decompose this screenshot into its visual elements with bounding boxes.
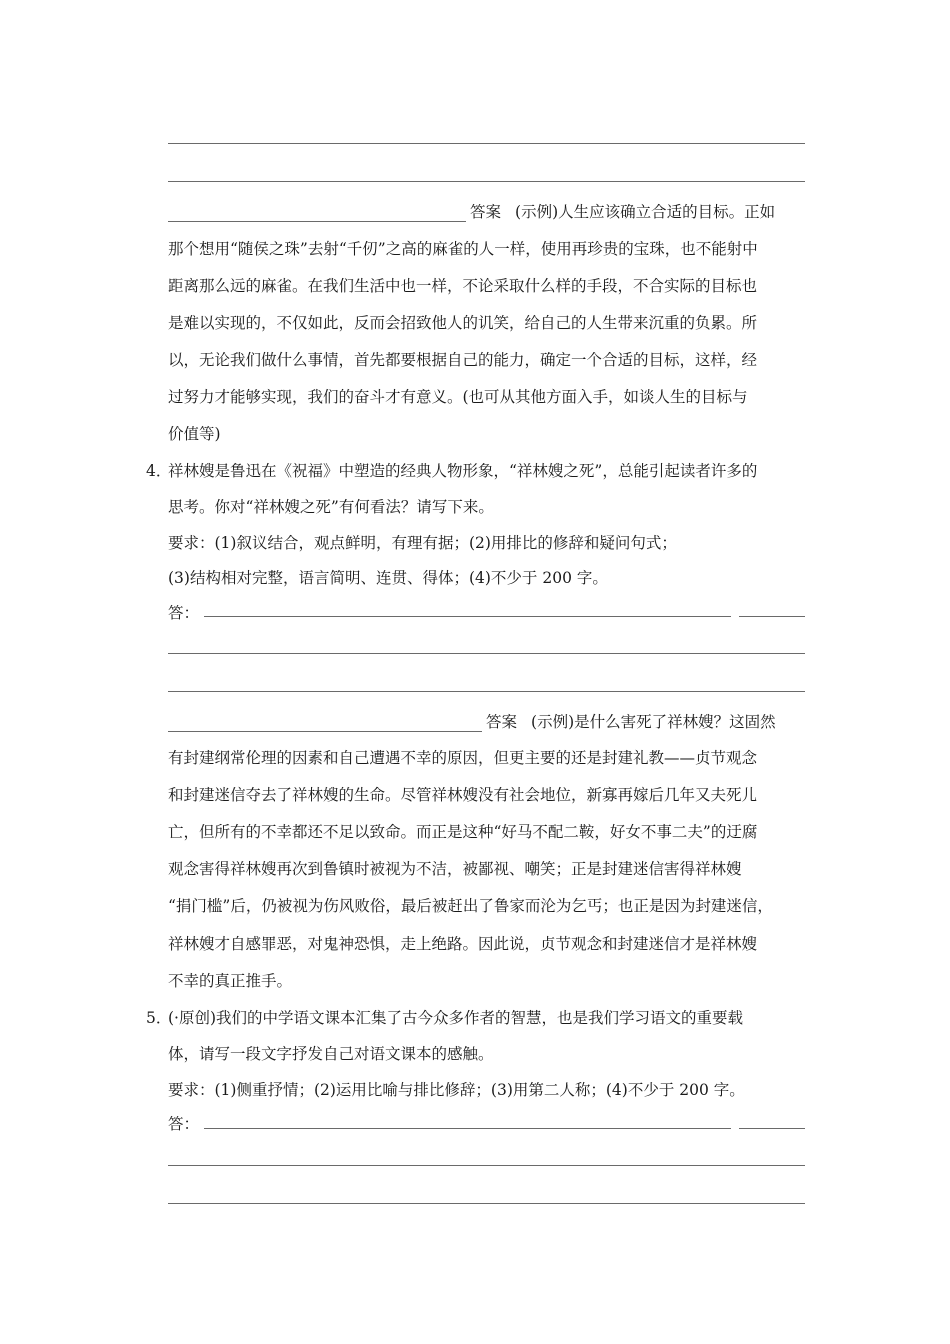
answer-blank-line[interactable] bbox=[204, 616, 731, 617]
answer-text: 以，无论我们做什么事情，首先都要根据自己的能力，确定一个合适的目标，这样，经 bbox=[168, 351, 758, 369]
answer-text: 距离那么远的麻雀。在我们生活中也一样，不论采取什么样的手段，不合实际的目标也 bbox=[168, 277, 758, 295]
question-requirements: (3)结构相对完整，语言简明、连贯、得体；(4)不少于 200 字。 bbox=[168, 569, 608, 587]
answer-text: 是难以实现的，不仅如此，反而会招致他人的讥笑，给自己的人生带来沉重的负累。所 bbox=[168, 314, 758, 332]
question-requirements: 要求：(1)叙议结合，观点鲜明，有理有据；(2)用排比的修辞和疑问句式； bbox=[168, 534, 677, 552]
answer-text: 和封建迷信夺去了祥林嫂的生命。尽管祥林嫂没有社会地位，新寡再嫁后几年又夫死儿 bbox=[168, 786, 758, 804]
answer-prefix: 答： bbox=[168, 1115, 200, 1133]
answer-blank-line[interactable] bbox=[168, 207, 466, 222]
question-prompt: 祥林嫂是鲁迅在《祝福》中塑造的经典人物形象，“祥林嫂之死”，总能引起读者许多的 bbox=[168, 462, 758, 480]
answer-blank-line[interactable] bbox=[168, 717, 482, 732]
answer-label: 答案 bbox=[486, 713, 518, 731]
answer-text: 有封建纲常伦理的因素和自己遭遇不幸的原因，但更主要的还是封建礼教——贞节观念 bbox=[168, 749, 758, 767]
answer-text: 祥林嫂才自感罪恶，对鬼神恐惧，走上绝路。因此说，贞节观念和封建迷信才是祥林嫂 bbox=[168, 935, 758, 953]
question-requirements: 要求：(1)侧重抒情；(2)运用比喻与排比修辞；(3)用第二人称；(4)不少于 200 字。 bbox=[168, 1081, 745, 1099]
answer-text: 那个想用“随侯之珠”去射“千仞”之高的麻雀的人一样，使用再珍贵的宝珠，也不能射中 bbox=[168, 240, 758, 258]
answer-blank-line[interactable] bbox=[739, 1128, 805, 1129]
answer-text: 过努力才能够实现，我们的奋斗才有意义。(也可从其他方面入手，如谈人生的目标与 bbox=[168, 388, 748, 406]
question-number: 4． bbox=[146, 462, 172, 480]
question-prompt: 思考。你对“祥林嫂之死”有何看法？请写下来。 bbox=[168, 498, 494, 516]
answer-blank-line[interactable] bbox=[168, 1203, 805, 1204]
answer-blank-line[interactable] bbox=[204, 1128, 731, 1129]
question-prompt: (·原创)我们的中学语文课本汇集了古今众多作者的智慧，也是我们学习语文的重要载 bbox=[168, 1009, 744, 1027]
answer-blank-line[interactable] bbox=[168, 691, 805, 692]
answer-text: 观念害得祥林嫂再次到鲁镇时被视为不洁，被鄙视、嘲笑；正是封建迷信害得祥林嫂 bbox=[168, 860, 742, 878]
answer-text: 亡，但所有的不幸都还不足以致命。而正是这种“好马不配二鞍，好女不事二夫”的迂腐 bbox=[168, 823, 758, 841]
answer-text: “捐门槛”后，仍被视为伤风败俗，最后被赶出了鲁家而沦为乞丐；也正是因为封建迷信， bbox=[168, 897, 773, 915]
answer-blank-line[interactable] bbox=[168, 181, 805, 182]
answer-text: (示例)人生应该确立合适的目标。正如 bbox=[515, 203, 776, 221]
answer-blank-line[interactable] bbox=[168, 143, 805, 144]
answer-text: 不幸的真正推手。 bbox=[168, 972, 293, 990]
answer-line bbox=[168, 712, 776, 732]
answer-text: 价值等) bbox=[168, 425, 221, 443]
answer-blank-line[interactable] bbox=[168, 1165, 805, 1166]
answer-prefix: 答： bbox=[168, 604, 200, 622]
answer-text: (示例)是什么害死了祥林嫂？这固然 bbox=[531, 713, 776, 731]
question-prompt: 体，请写一段文字抒发自己对语文课本的感触。 bbox=[168, 1045, 494, 1063]
question-number: 5． bbox=[146, 1009, 172, 1027]
answer-blank-line[interactable] bbox=[168, 653, 805, 654]
answer-line bbox=[168, 202, 775, 222]
answer-blank-line[interactable] bbox=[739, 616, 805, 617]
answer-label: 答案 bbox=[470, 203, 502, 221]
